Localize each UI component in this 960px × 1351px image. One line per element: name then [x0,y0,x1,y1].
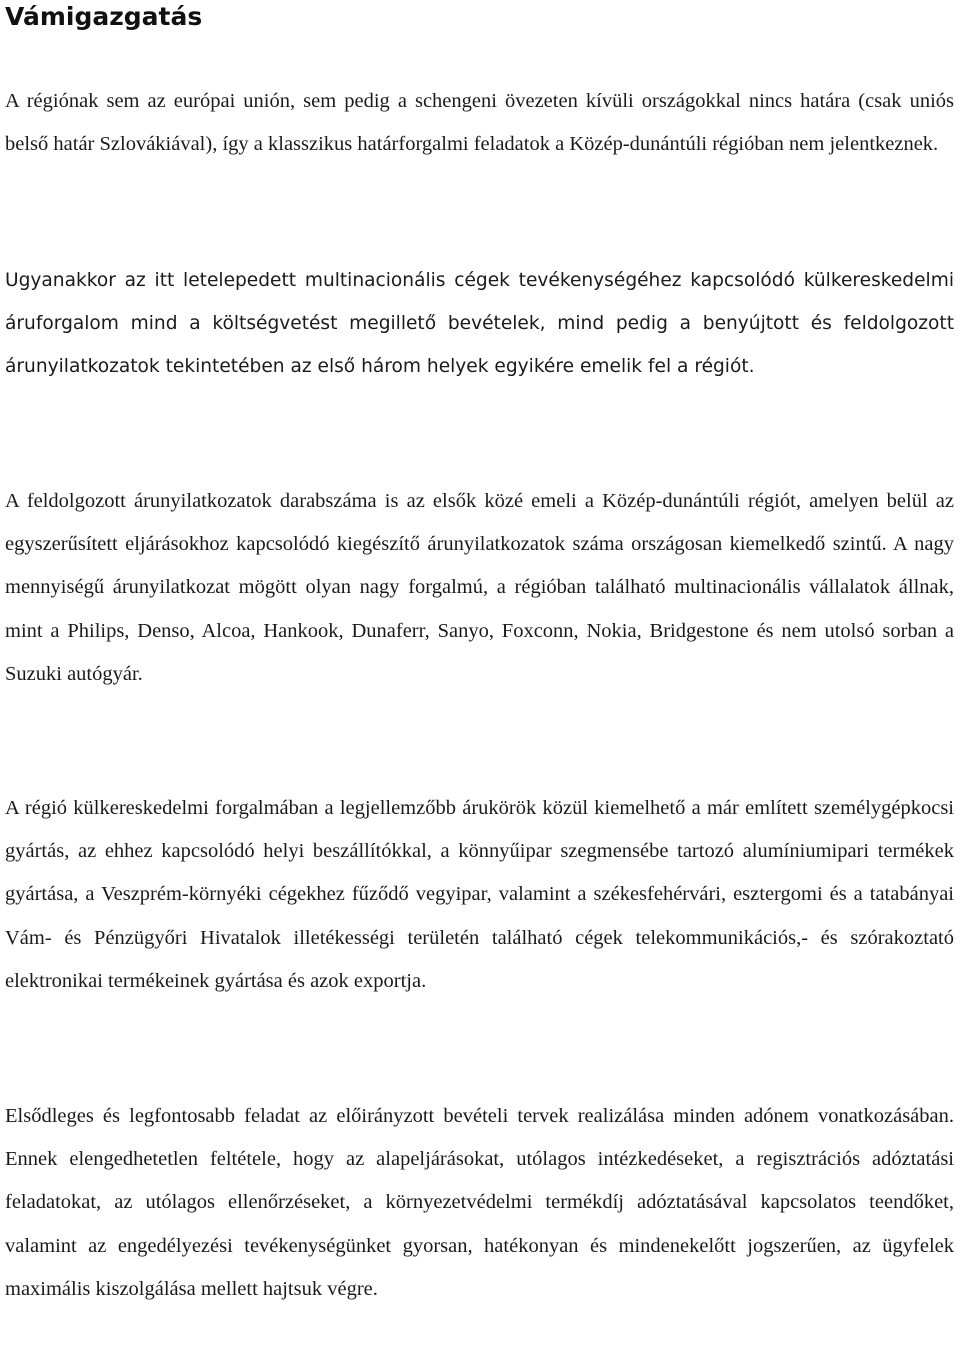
paragraph-5: Elsődleges és legfontosabb feladat az előirányzott bevételi tervek realizálása minden adónem vonatkozásában. Ennek elengedhetetlen feltétele, hogy az alapeljárásokat, utólagos intézkedéseket, a regisztrációs adóztatási feladatokat, az utólagos ellenőrzéseket, a környezetvédelmi termékdíj adóztatásával kapcsolatos teendőket, valamint az engedélyezési tevékenységünket gyorsan, hatékonyan és mindenekelőtt jogszerűen, az ügyfelek maximális kiszolgálása mellett hajtsuk végre. [5,1105,954,1300]
paragraph-4: A régió külkereskedelmi forgalmában a legjellemzőbb árukörök közül kiemelhető a már említett személygépkocsi gyártás, az ehhez kapcsolódó helyi beszállítókkal, a könnyűipar szegmensébe tartozó alumíniumipari termékek gyártása, a Veszprém-környéki cégekhez fűződő vegyipar, valamint a székesfehérvári, esztergomi és a tatabányai Vám- és Pénzügyőri Hivatalok illetékességi területén található cégek telekommunikációs,- és szórakoztató elektronikai termékeinek gyártása és azok exportja. [5,797,954,992]
paragraph-3: A feldolgozott árunyilatkozatok darabszáma is az elsők közé emeli a Közép-dunántúli régiót, amelyen belül az egyszerűsített eljárásokhoz kapcsolódó kiegészítő árunyilatkozatok száma országosan kiemelkedő szintű. A nagy mennyiségű árunyilatkozat mögött olyan nagy forgalmú, a régióban található multinacionális vállalatok állnak, mint a Philips, Denso, Alcoa, Hankook, Dunaferr, Sanyo, Foxconn, Nokia, Bridgestone és nem utolsó sorban a Suzuki autógyár. [5,490,954,685]
paragraph-2: Ugyanakkor az itt letelepedett multinacionális cégek tevékenységéhez kapcsolódó külkereskedelmi áruforgalom mind a költségvetést megillető bevételek, mind pedig a benyújtott és feldolgozott árunyilatkozatok tekintetében az első három helyek egyikére emelik fel a régiót. [5,270,954,378]
page-title: Vámigazgatás [5,2,203,31]
paragraph-1: A régiónak sem az európai unión, sem pedig a schengeni övezeten kívüli országokkal nincs határa (csak uniós belső határ Szlovákiával), így a klasszikus határforgalmi feladatok a Közép-dunántúli régióban nem jelentkeznek. [5,90,954,156]
